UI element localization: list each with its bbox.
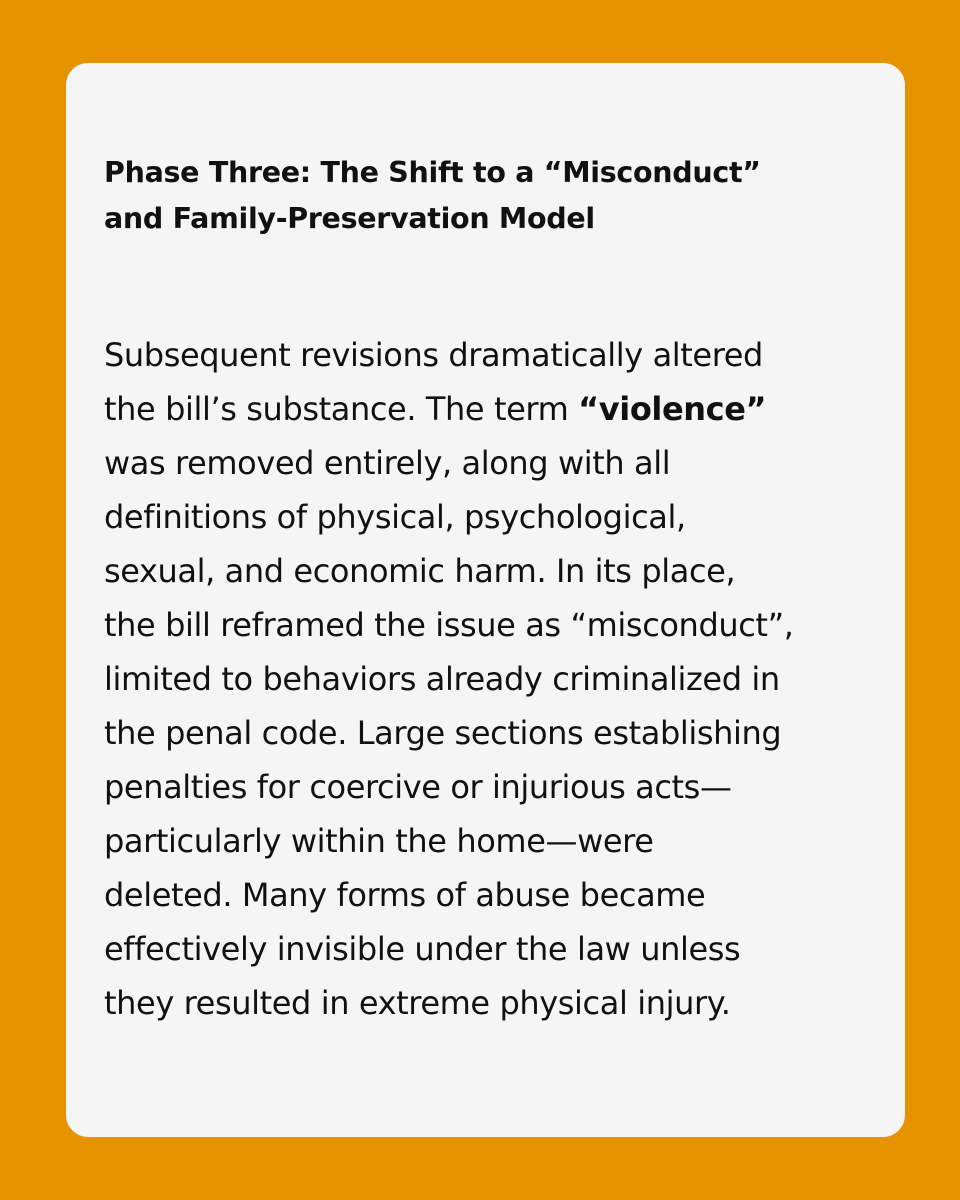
body-line: deleted. Many forms of abuse became: [104, 876, 706, 914]
body-line: sexual, and economic harm. In its place,: [104, 552, 736, 590]
emphasized-term: “violence”: [578, 390, 767, 428]
heading-line: Phase Three: The Shift to a “Misconduct”: [104, 156, 761, 189]
body-line: was removed entirely, along with all: [104, 444, 671, 482]
body-line: particularly within the home—were: [104, 822, 654, 860]
body-line: limited to behaviors already criminalized in: [104, 660, 780, 698]
body-line: they resulted in extreme physical injury.: [104, 984, 731, 1022]
content-card: [66, 63, 905, 1137]
heading-line: and Family-Preservation Model: [104, 202, 595, 235]
body-line-text: the bill’s substance. The term: [104, 390, 579, 428]
body-line: the bill reframed the issue as “misconduct”,: [104, 606, 794, 644]
body-paragraph: [104, 328, 884, 1030]
section-heading: [104, 150, 884, 242]
body-line: definitions of physical, psychological,: [104, 498, 686, 536]
body-line: [104, 382, 884, 436]
body-line: penalties for coercive or injurious acts—: [104, 768, 732, 806]
body-line: the penal code. Large sections establishing: [104, 714, 782, 752]
body-line: Subsequent revisions dramatically altered: [104, 336, 763, 374]
body-line: effectively invisible under the law unless: [104, 930, 741, 968]
